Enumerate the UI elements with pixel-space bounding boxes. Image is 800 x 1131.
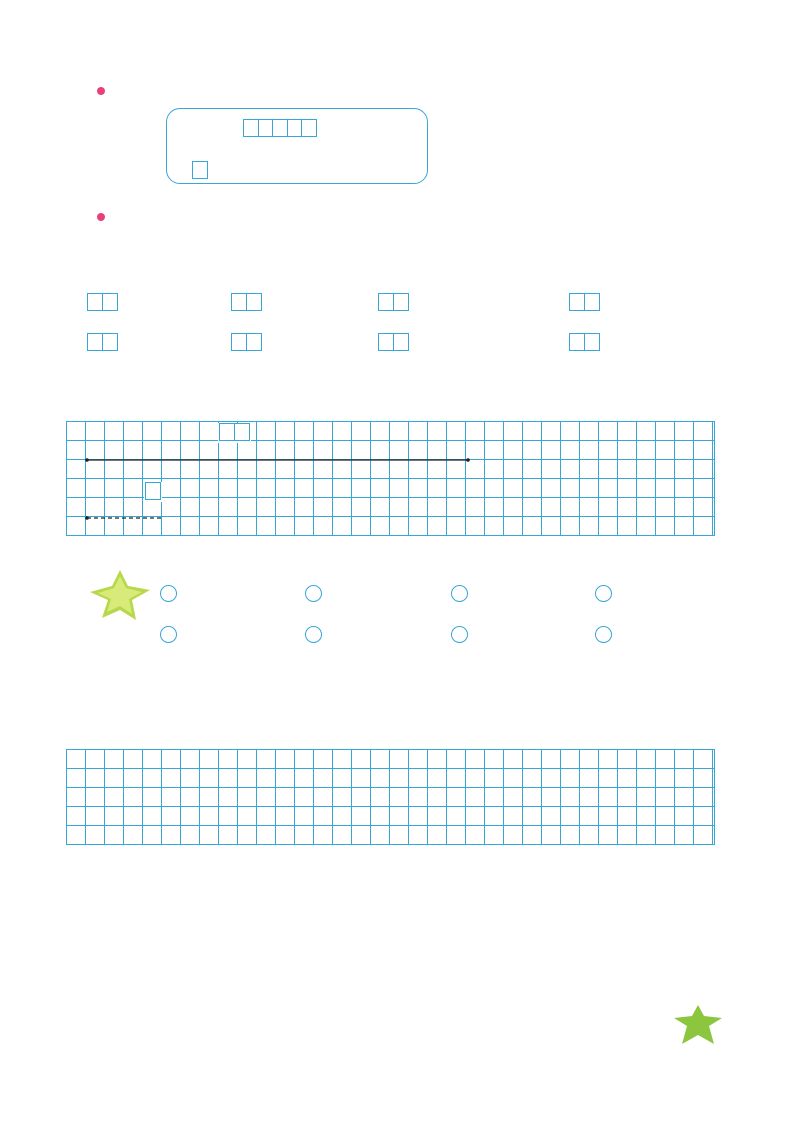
sign-circle[interactable] <box>305 626 322 643</box>
sign-circle[interactable] <box>451 585 468 602</box>
expression <box>87 292 118 313</box>
sign-circle[interactable] <box>160 585 177 602</box>
sign-equation <box>303 624 324 645</box>
expression <box>569 292 600 313</box>
length-box-2[interactable] <box>144 482 162 502</box>
expression <box>569 332 600 353</box>
sign-equation <box>593 624 614 645</box>
answer-box[interactable] <box>192 161 208 179</box>
number-grid[interactable] <box>66 749 715 845</box>
top-star-divider <box>0 58 800 74</box>
sign-circle[interactable] <box>451 626 468 643</box>
sign-circle[interactable] <box>160 626 177 643</box>
sign-circle[interactable] <box>595 626 612 643</box>
answer-line <box>192 160 208 181</box>
expression <box>378 292 409 313</box>
plus-minus-badge-icon <box>88 568 152 622</box>
segment-line <box>80 455 480 467</box>
sign-equation <box>449 583 470 604</box>
sign-equation <box>449 624 470 645</box>
sign-equation <box>303 583 324 604</box>
expression <box>231 332 262 353</box>
solution-boxes[interactable] <box>243 119 317 139</box>
sign-equation <box>158 583 179 604</box>
expression <box>378 332 409 353</box>
sign-circle[interactable] <box>305 585 322 602</box>
length-boxes[interactable] <box>218 423 251 443</box>
short-segment-dashed <box>80 513 180 525</box>
bullet-icon <box>97 87 105 95</box>
sign-equation <box>158 624 179 645</box>
expression <box>87 332 118 353</box>
page-number-badge <box>672 1004 724 1048</box>
sign-circle[interactable] <box>595 585 612 602</box>
expression <box>231 292 262 313</box>
bullet-icon <box>97 213 105 221</box>
sign-equation <box>593 583 614 604</box>
